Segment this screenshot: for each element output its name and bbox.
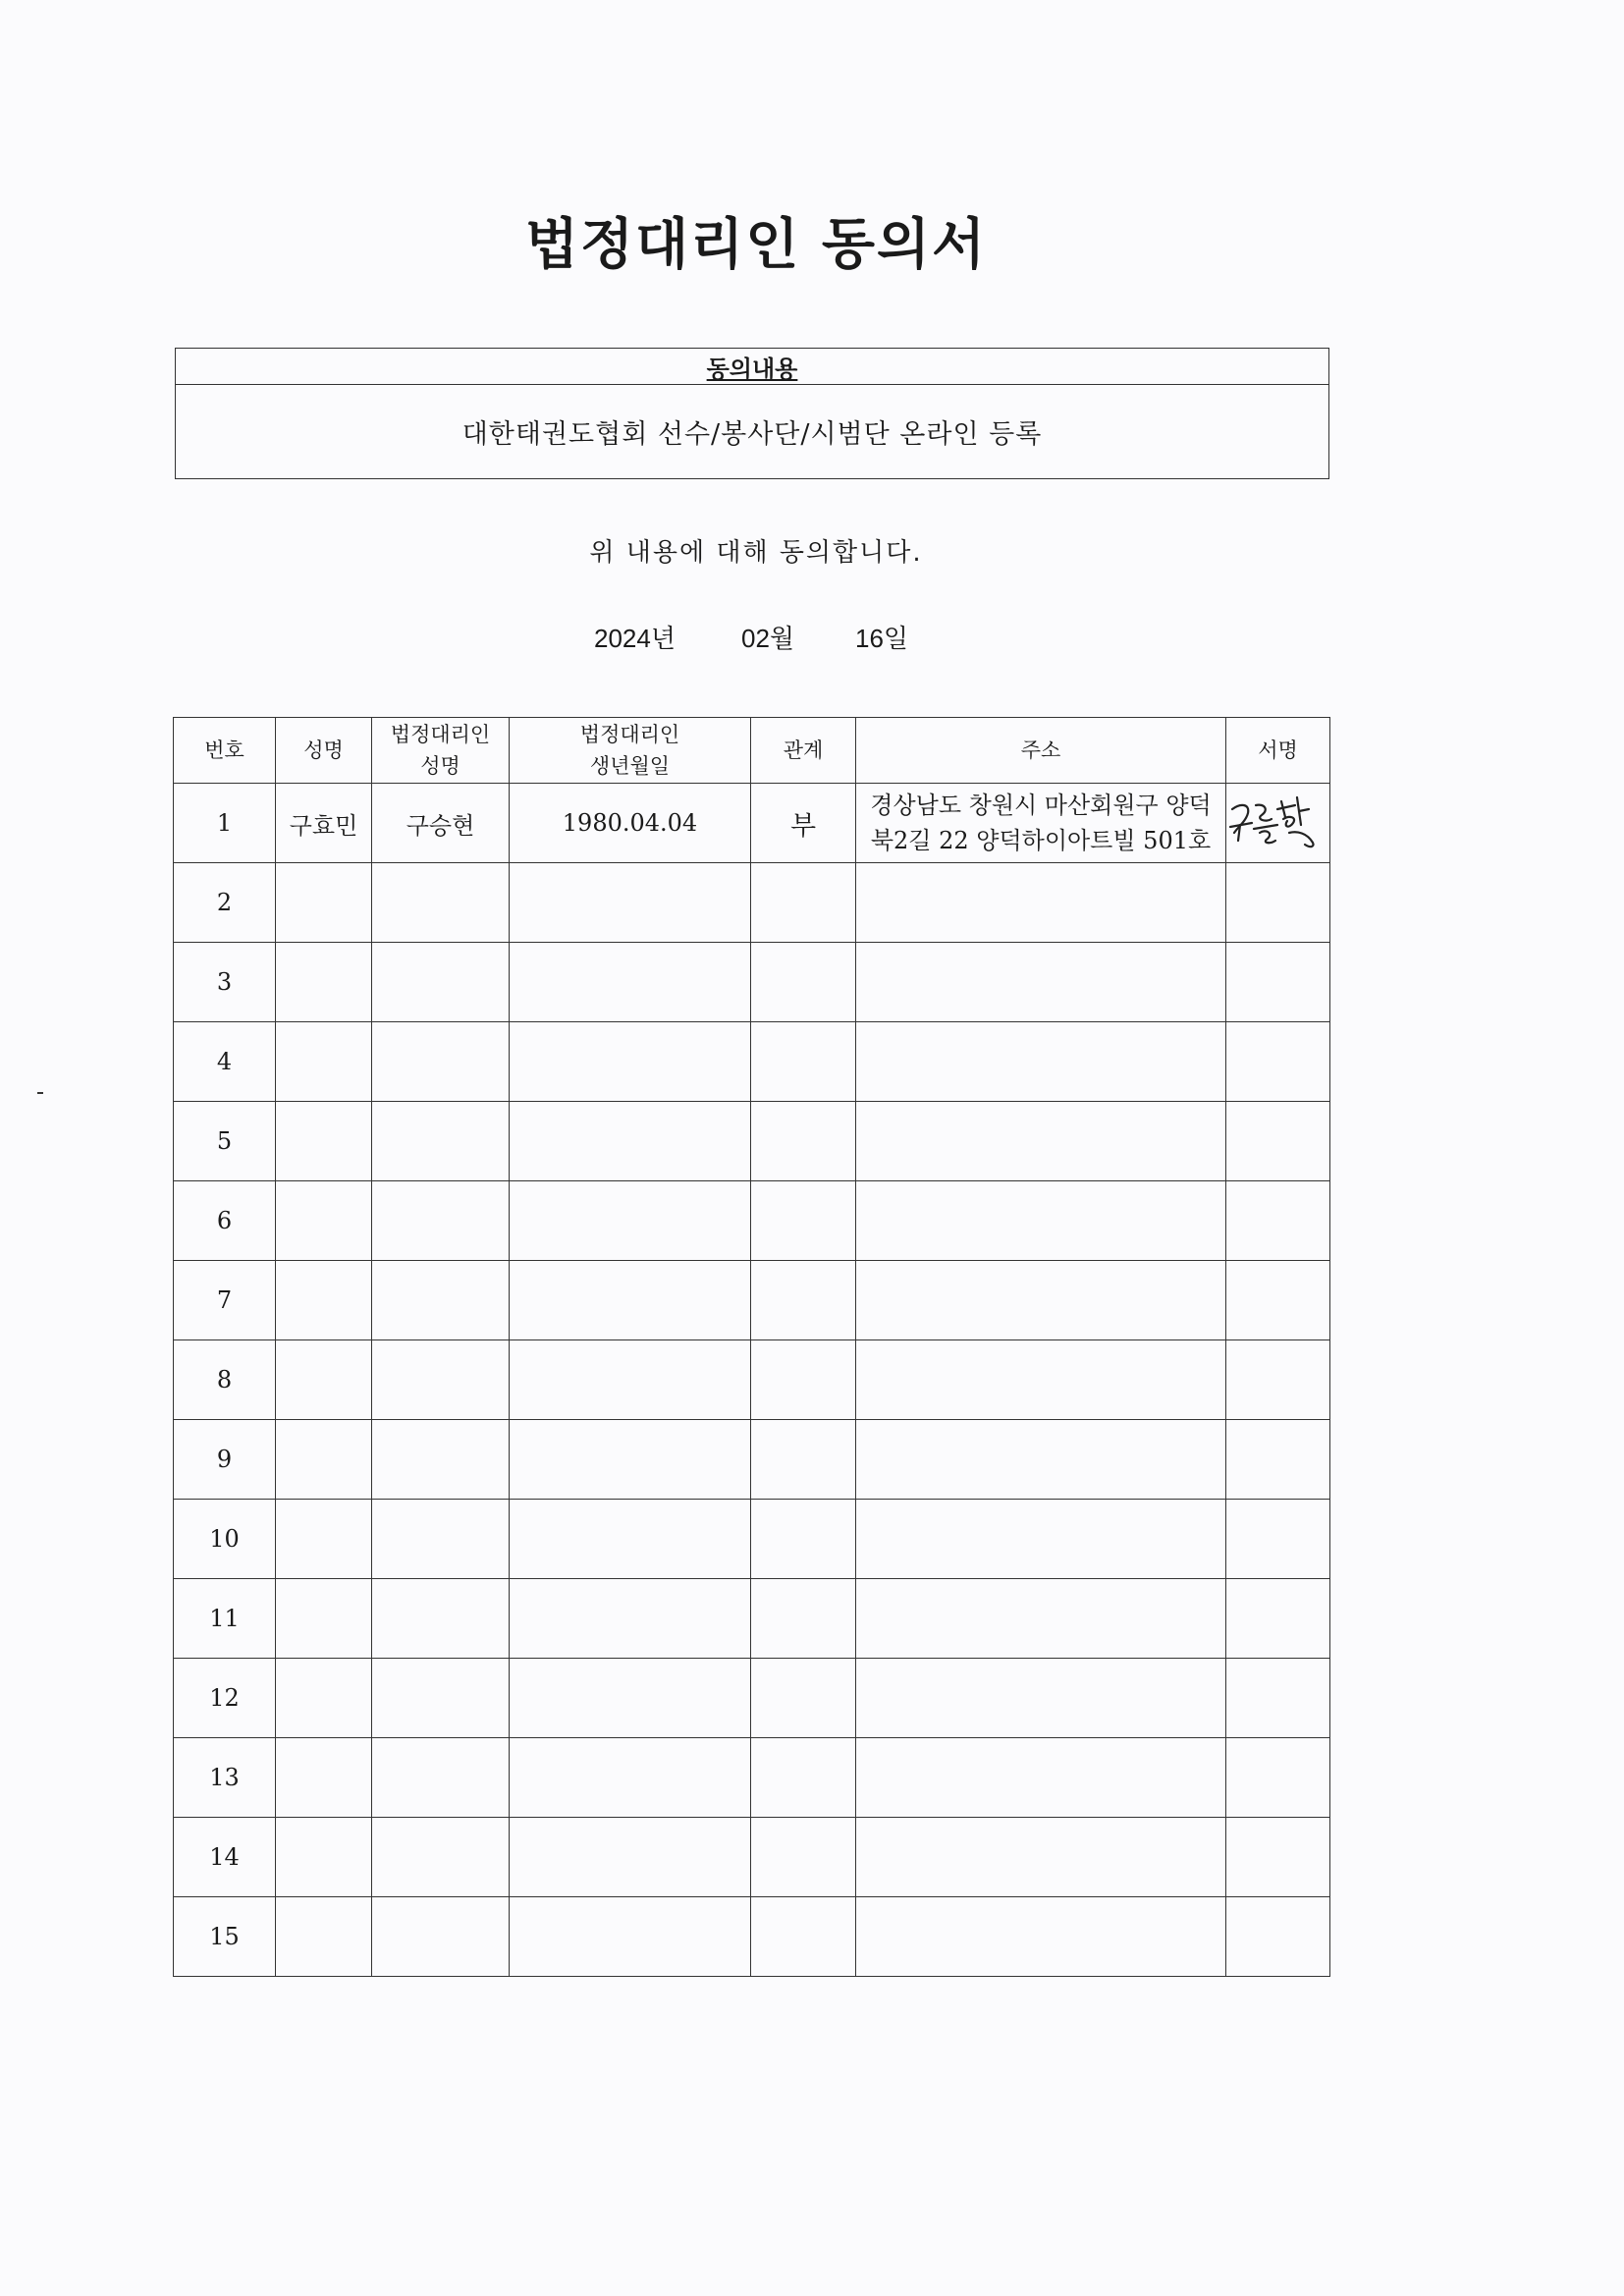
row-address bbox=[856, 1897, 1226, 1977]
row-relation bbox=[751, 1659, 856, 1738]
row-relation bbox=[751, 1420, 856, 1500]
row-relation bbox=[751, 1181, 856, 1261]
row-name bbox=[276, 1420, 372, 1500]
row-relation bbox=[751, 1340, 856, 1420]
row-signature bbox=[1226, 1818, 1330, 1897]
row-guardian-dob bbox=[510, 1261, 751, 1340]
date-month: 02월 bbox=[741, 624, 795, 653]
row-name bbox=[276, 1897, 372, 1977]
header-address: 주소 bbox=[856, 718, 1226, 784]
row-guardian-name bbox=[372, 1500, 510, 1579]
row-address bbox=[856, 784, 1226, 863]
header-guardian-dob-line2: 생년월일 bbox=[589, 754, 671, 778]
row-guardian-name bbox=[372, 1261, 510, 1340]
row-no: 4 bbox=[174, 1022, 276, 1102]
header-relation: 관계 bbox=[751, 718, 856, 784]
row-guardian-dob bbox=[510, 1897, 751, 1977]
row-signature bbox=[1226, 1420, 1330, 1500]
row-no: 15 bbox=[174, 1897, 276, 1977]
row-no: 5 bbox=[174, 1102, 276, 1181]
row-guardian-name bbox=[372, 1579, 510, 1659]
table-row bbox=[174, 1738, 1330, 1818]
row-signature bbox=[1226, 1261, 1330, 1340]
table-row bbox=[174, 943, 1330, 1022]
row-relation bbox=[751, 1897, 856, 1977]
row-no: 3 bbox=[174, 943, 276, 1022]
row-guardian-name: 구승현 bbox=[372, 784, 510, 863]
row-guardian-dob bbox=[510, 1022, 751, 1102]
row-name bbox=[276, 1340, 372, 1420]
row-no: 11 bbox=[174, 1579, 276, 1659]
date-year: 2024년 bbox=[594, 624, 676, 653]
row-guardian-name bbox=[372, 1102, 510, 1181]
row-signature bbox=[1226, 1500, 1330, 1579]
roster-table bbox=[173, 717, 1330, 1977]
row-guardian-name bbox=[372, 1659, 510, 1738]
row-guardian-dob bbox=[510, 1181, 751, 1261]
row-address bbox=[856, 863, 1226, 943]
row-signature bbox=[1226, 1659, 1330, 1738]
row-relation: 부 bbox=[751, 784, 856, 863]
row-name bbox=[276, 943, 372, 1022]
row-relation bbox=[751, 1818, 856, 1897]
row-no: 1 bbox=[174, 784, 276, 863]
row-guardian-name bbox=[372, 1897, 510, 1977]
row-no: 7 bbox=[174, 1261, 276, 1340]
row-relation bbox=[751, 1579, 856, 1659]
row-name bbox=[276, 1579, 372, 1659]
row-no: 8 bbox=[174, 1340, 276, 1420]
row-no: 14 bbox=[174, 1818, 276, 1897]
row-address bbox=[856, 943, 1226, 1022]
table-row bbox=[174, 863, 1330, 943]
agreement-statement: 위 내용에 대해 동의합니다. bbox=[589, 538, 923, 568]
header-name: 성명 bbox=[276, 718, 372, 784]
row-signature bbox=[1226, 863, 1330, 943]
table-row bbox=[174, 1261, 1330, 1340]
row-guardian-name bbox=[372, 1340, 510, 1420]
row-address bbox=[856, 1261, 1226, 1340]
consent-header bbox=[176, 349, 1328, 385]
page-title: 법정대리인 동의서 bbox=[524, 213, 988, 277]
row-relation bbox=[751, 1500, 856, 1579]
row-relation bbox=[751, 1261, 856, 1340]
row-address bbox=[856, 1738, 1226, 1818]
table-row bbox=[174, 1102, 1330, 1181]
row-signature bbox=[1226, 1102, 1330, 1181]
row-guardian-name bbox=[372, 863, 510, 943]
table-row bbox=[174, 1659, 1330, 1738]
row-guardian-dob bbox=[510, 863, 751, 943]
table-row bbox=[174, 784, 1330, 863]
row-guardian-dob bbox=[510, 943, 751, 1022]
row-relation bbox=[751, 943, 856, 1022]
row-guardian-dob bbox=[510, 1500, 751, 1579]
row-guardian-dob bbox=[510, 1579, 751, 1659]
row-address bbox=[856, 1340, 1226, 1420]
row-signature bbox=[1226, 1738, 1330, 1818]
row-no: 10 bbox=[174, 1500, 276, 1579]
table-row bbox=[174, 1818, 1330, 1897]
header-signature: 서명 bbox=[1226, 718, 1330, 784]
row-name bbox=[276, 1818, 372, 1897]
row-relation bbox=[751, 863, 856, 943]
row-address-line1: 경상남도 창원시 마산회원구 양덕 bbox=[870, 792, 1212, 819]
row-address bbox=[856, 1022, 1226, 1102]
row-signature bbox=[1226, 1181, 1330, 1261]
row-signature bbox=[1226, 1022, 1330, 1102]
row-name bbox=[276, 1261, 372, 1340]
row-relation bbox=[751, 1022, 856, 1102]
row-address bbox=[856, 1659, 1226, 1738]
row-no: 12 bbox=[174, 1659, 276, 1738]
handwritten-signature bbox=[1226, 784, 1330, 862]
consent-header-label: 동의내용 bbox=[706, 355, 798, 383]
row-relation bbox=[751, 1738, 856, 1818]
row-guardian-dob bbox=[510, 1102, 751, 1181]
header-guardian-dob-line1: 법정대리인 bbox=[579, 723, 680, 746]
row-guardian-dob bbox=[510, 1420, 751, 1500]
row-name bbox=[276, 863, 372, 943]
row-signature bbox=[1226, 1340, 1330, 1420]
row-name bbox=[276, 1738, 372, 1818]
header-guardian-dob bbox=[510, 718, 751, 784]
row-no: 2 bbox=[174, 863, 276, 943]
row-name: 구효민 bbox=[276, 784, 372, 863]
consent-box bbox=[175, 348, 1329, 479]
row-address bbox=[856, 1102, 1226, 1181]
table-row bbox=[174, 1340, 1330, 1420]
row-name bbox=[276, 1500, 372, 1579]
table-row bbox=[174, 1181, 1330, 1261]
row-guardian-name bbox=[372, 1181, 510, 1261]
row-guardian-name bbox=[372, 1420, 510, 1500]
row-signature bbox=[1226, 784, 1330, 863]
table-row bbox=[174, 1579, 1330, 1659]
table-row bbox=[174, 1420, 1330, 1500]
row-name bbox=[276, 1022, 372, 1102]
header-guardian-name bbox=[372, 718, 510, 784]
scan-mark bbox=[37, 1092, 43, 1094]
row-guardian-dob: 1980.04.04 bbox=[510, 784, 751, 863]
row-signature bbox=[1226, 1579, 1330, 1659]
row-guardian-dob bbox=[510, 1738, 751, 1818]
row-name bbox=[276, 1102, 372, 1181]
row-signature bbox=[1226, 1897, 1330, 1977]
consent-content: 대한태권도협회 선수/봉사단/시범단 온라인 등록 bbox=[461, 419, 1043, 450]
row-no: 6 bbox=[174, 1181, 276, 1261]
row-signature bbox=[1226, 943, 1330, 1022]
header-guardian-name-line1: 법정대리인 bbox=[390, 723, 491, 746]
header-no: 번호 bbox=[174, 718, 276, 784]
row-address bbox=[856, 1579, 1226, 1659]
row-address-line2: 북2길 22 양덕하이아트빌 501호 bbox=[870, 827, 1212, 854]
row-guardian-name bbox=[372, 1818, 510, 1897]
row-address bbox=[856, 1181, 1226, 1261]
row-no: 13 bbox=[174, 1738, 276, 1818]
row-address bbox=[856, 1500, 1226, 1579]
row-guardian-name bbox=[372, 1738, 510, 1818]
header-guardian-name-line2: 성명 bbox=[420, 754, 460, 778]
row-guardian-dob bbox=[510, 1340, 751, 1420]
row-relation bbox=[751, 1102, 856, 1181]
table-header-row bbox=[174, 718, 1330, 784]
table-row bbox=[174, 1022, 1330, 1102]
row-guardian-dob bbox=[510, 1818, 751, 1897]
row-name bbox=[276, 1659, 372, 1738]
table-row bbox=[174, 1500, 1330, 1579]
row-guardian-name bbox=[372, 943, 510, 1022]
row-address bbox=[856, 1420, 1226, 1500]
row-address bbox=[856, 1818, 1226, 1897]
date-day: 16일 bbox=[855, 624, 909, 653]
row-guardian-name bbox=[372, 1022, 510, 1102]
row-name bbox=[276, 1181, 372, 1261]
row-no: 9 bbox=[174, 1420, 276, 1500]
row-guardian-dob bbox=[510, 1659, 751, 1738]
table-row bbox=[174, 1897, 1330, 1977]
